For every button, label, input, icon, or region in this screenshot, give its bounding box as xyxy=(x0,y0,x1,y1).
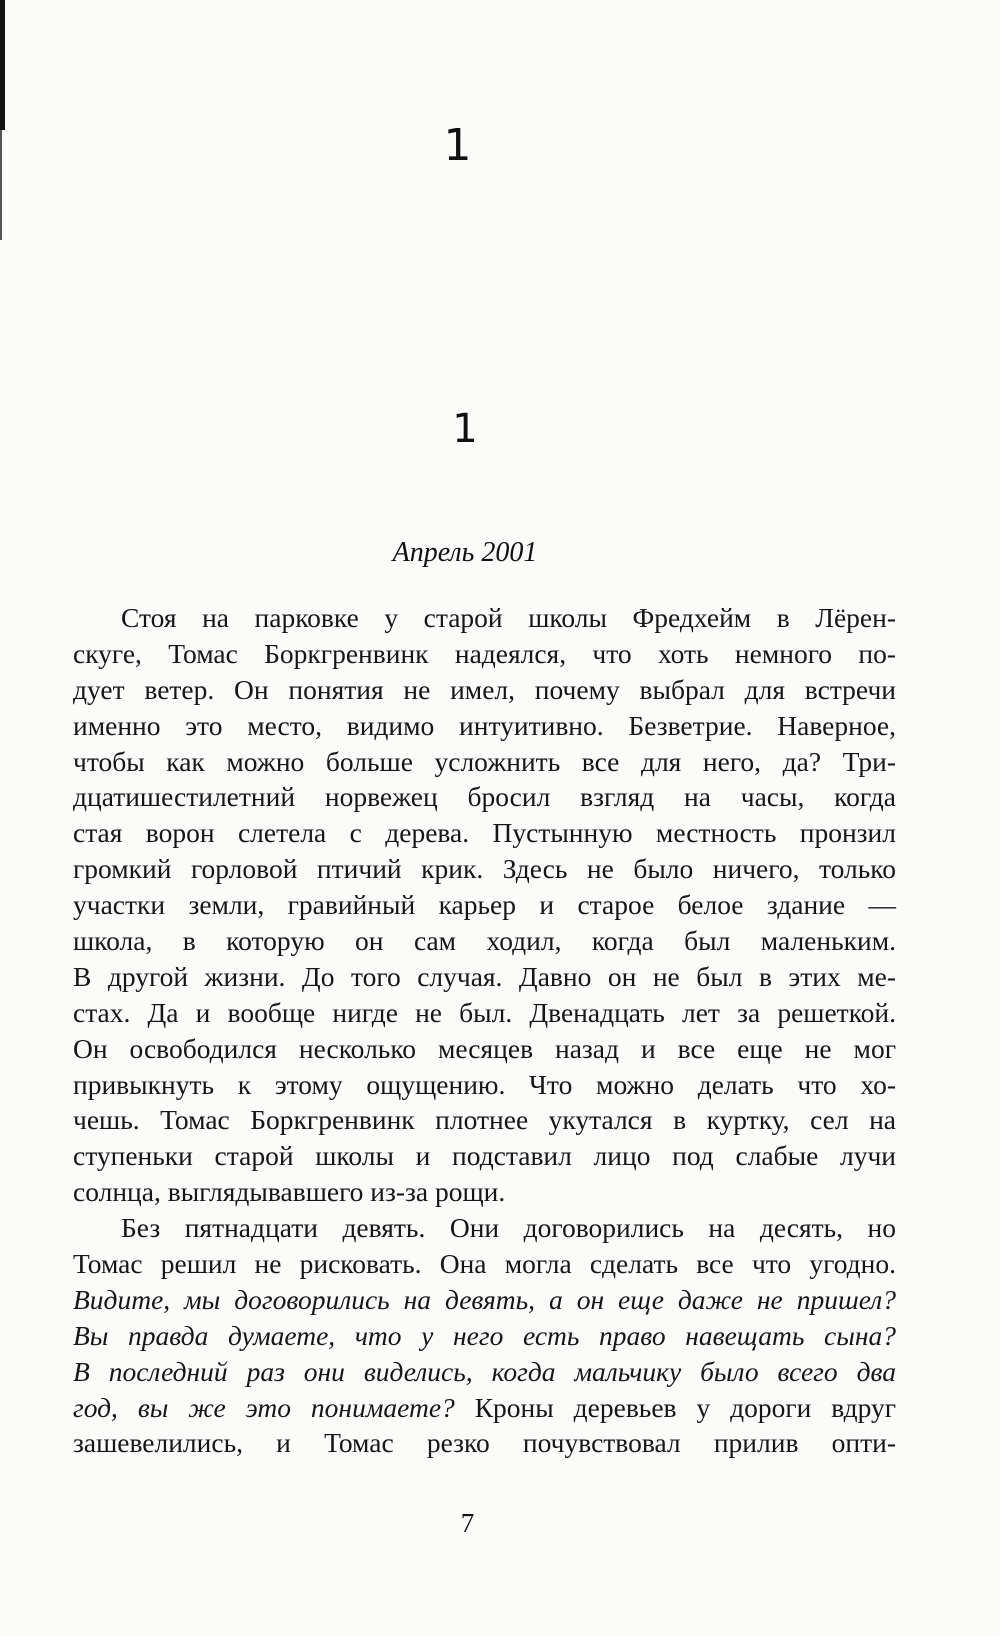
text-line-italic: Видите, мы договорились на девять, а он еще даже не пришел? xyxy=(73,1283,896,1315)
roman-fragment: Кроны деревьев у дороги вдруг xyxy=(454,1391,896,1423)
text-line: Без пятнадцати девять. Они договорились на десять, но xyxy=(121,1212,896,1244)
text-line: громкий горловой птичий крик. Здесь не было ничего, только xyxy=(73,853,896,885)
text-line: Томас решил не рисковать. Она могла сделать все что угодно. xyxy=(73,1248,896,1280)
text-line-italic: В последний раз они виделись, когда мальчику было всего два xyxy=(73,1355,896,1387)
text-line: чтобы как можно больше усложнить все для него, да? Три- xyxy=(73,745,896,777)
text-line: дует ветер. Он понятия не имел, почему выбрал для встречи xyxy=(73,673,896,705)
text-line: зашевелились, и Томас резко почувствовал прилив опти- xyxy=(73,1427,896,1459)
text-line: Стоя на парковке у старой школы Фредхейм в Лёрен- xyxy=(121,602,896,633)
text-line: дцатишестилетний норвежец бросил взгляд на часы, когда xyxy=(73,781,896,813)
text-line: чешь. Томас Боркгренвинк плотнее укутался в куртку, сел на xyxy=(73,1104,896,1136)
text-line: участки земли, гравийный карьер и старое белое здание — xyxy=(73,889,896,921)
chapter-number: 1 xyxy=(452,406,478,452)
text-line: привыкнуть к этому ощущению. Что можно делать что хо- xyxy=(73,1068,896,1100)
chapter-date: Апрель 2001 xyxy=(392,537,538,568)
chapter-body xyxy=(73,600,896,1461)
text-line: ступеньки старой школы и подставил лицо под слабые лучи xyxy=(73,1140,896,1172)
text-line: солнца, выглядывавшего из-за рощи. xyxy=(73,1176,506,1208)
page-number: 7 xyxy=(460,1508,475,1538)
italic-fragment: год, вы же это понимаете? xyxy=(73,1391,455,1423)
text-line: Он освободился несколько месяцев назад и все еще не мог xyxy=(73,1032,896,1064)
text-line-mixed xyxy=(73,1390,896,1426)
part-number: 1 xyxy=(443,120,472,171)
text-line: скуге, Томас Боркгренвинк надеялся, что хоть немного по- xyxy=(73,637,896,669)
text-line: именно это место, видимо интуитивно. Безветрие. Наверное, xyxy=(73,709,896,741)
text-line: В другой жизни. До того случая. Давно он не был в этих ме- xyxy=(73,960,896,992)
text-line: школа, в которую он сам ходил, когда был маленьким. xyxy=(73,925,896,957)
text-line: стая ворон слетела с дерева. Пустынную местность пронзил xyxy=(73,817,896,849)
scan-edge-shadow xyxy=(0,0,5,130)
text-line-italic: Вы правда думаете, что у него есть право навещать сына? xyxy=(73,1319,896,1351)
text-line: стах. Да и вообще нигде не был. Двенадцать лет за решеткой. xyxy=(73,996,896,1028)
